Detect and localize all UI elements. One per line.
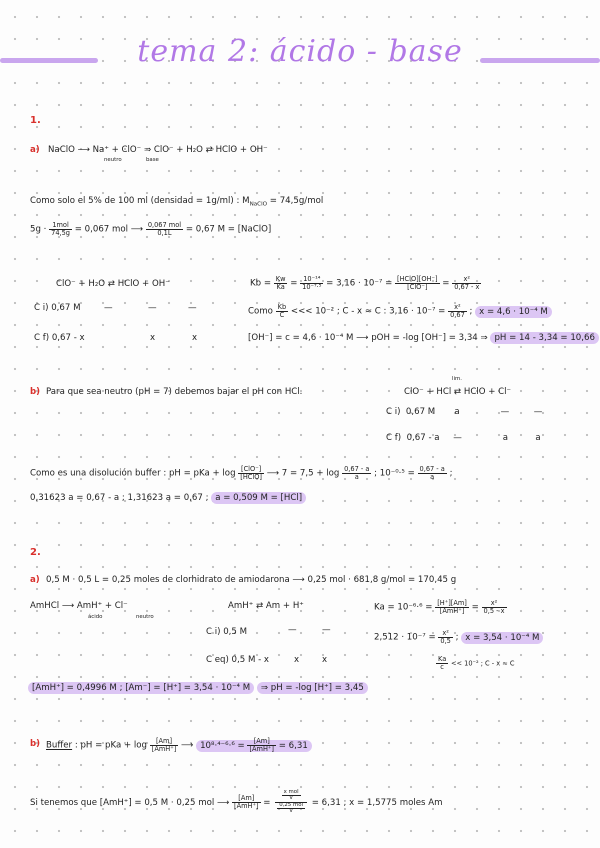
ex2-a-final-row: C eq) 0,5 M - x (206, 655, 270, 665)
ex2-a-final-x: x (294, 655, 300, 665)
ex1-b-solve-line: 0,31623 a = 0,67 - a ; 1,31623 a = 0,67 ; a = 0,509 M = [HCl] (30, 494, 306, 503)
ex2-a-equilibrium-reaction: AmH⁺ ⇄ Am + H⁺ (228, 601, 304, 611)
ex1-a-x-result: x = 4,6 · 10⁻⁴ M (475, 306, 552, 318)
ex2-a-ka-solve: 2,512 · 10⁻⁷ = $\frac{\text{x²}}{0,5}$ ; x = 3,54 · 10⁻⁴ M (374, 630, 543, 644)
ex1-a-ph-result: pH = 14 - 3,34 = 10,66 (490, 332, 598, 344)
ex1-b-final-row: C f) 0,67 - a — a a (386, 433, 541, 443)
ex1-b-statement: Para que sea neutro (pH = 7) debemos bajar el pH con HCl. (46, 387, 303, 397)
ex1-a-base-label: base (146, 157, 159, 163)
ex1-a-final-x: x (192, 333, 198, 343)
ex1-a-poh-line: [OH⁻] = c = 4,6 · 10⁻⁴ M ⟶ pOH = -log [OH⁻] = 3,34 ⇒ pH = 14 - 3,34 = 10,66 (248, 334, 599, 343)
ex1-a-initial-dash: — (148, 303, 157, 313)
ex2-a-initial-dash: — (322, 625, 331, 635)
ex1-a-density-line: Como solo el 5% de 100 ml (densidad = 1g/ml) : $M_{NaClO} = 74,5g/mol$ (30, 196, 324, 208)
ex1-a-initial-dash: — (104, 303, 113, 313)
ex1-a-label: a) (30, 145, 40, 155)
ex2-a-concentrations (28, 684, 368, 693)
ex2-b-label: b) (30, 739, 41, 749)
ex1-a-approximation: Como $\frac{Kb}{C}$ <<< 10⁻² ; C - x ≈ C : 3,16 · 10⁻⁷ = $\frac{\text{x²}}{0,67}$ ; x = 4,6 · 10⁻⁴ M (248, 304, 552, 318)
ex2-a-initial-dash: — (288, 625, 297, 635)
ex1-a-equilibrium-reaction: ClO⁻ + H₂O ⇄ HClO + OH⁻ (56, 279, 170, 289)
ex1-a-final-x: x (150, 333, 156, 343)
ex1-b-label: b) (30, 387, 41, 397)
ex1-a-kb-expression: Kb = $\frac{Kw}{Ka}$ = $\frac{\text{10⁻¹⁴}}{\text{10⁻⁷·⁵}}$ = 3,16 · 10⁻⁷ = $\frac{\text{[HClO][OH⁻]}}{\text{[ClO⁻]}}$ = $\frac{\text{x²}}{0,67 - x}$ (250, 275, 480, 291)
ex1-b-limiting-label: lim. (452, 376, 462, 382)
exercise-1-number: 1. (30, 115, 41, 126)
ex1-b-initial-row: C i) 0,67 M a — — (386, 407, 543, 417)
ex1-a-final-row: C f) 0,67 - x (34, 333, 85, 343)
ex2-a-ka-expression: Ka = 10⁻⁶·⁶ = $\frac{[H^+][Am]}{\text{[AmH⁺]}}$ = $\frac{\text{x²}}{0,5 - x}$ (374, 599, 505, 615)
ex2-a-concentration-result: [AmH⁺] = 0,4996 M ; [Am⁻] = [H⁺] = 3,54 · 10⁻⁴ M (28, 682, 254, 694)
ex1-a-reaction: NaClO ⟶ Na⁺ + ClO⁻ ⇒ ClO⁻ + H₂O ⇄ HClO + OH⁻ (48, 145, 268, 155)
ex1-b-a-result: a = 0,509 M = [HCl] (211, 492, 306, 504)
ex2-a-acido-label: ácido (88, 614, 103, 620)
ex2-b-buffer-equation: Buffer : pH = pKa + log $\frac{[Am]}{\text{[AmH⁺]}}$ ⟶ 10⁸·⁴⁻⁶·⁶ = $\frac{[Am]}{\text{[AmH⁺]}}$ = 6,31 (46, 738, 312, 752)
ex1-a-initial-dash: — (188, 303, 197, 313)
exercise-2-number: 2. (30, 547, 41, 558)
ex2-a-label: a) (30, 575, 40, 585)
ex2-a-dissociation: AmHCl ⟶ AmH⁺ + Cl⁻ (30, 601, 128, 611)
ex2-a-approximation: $\frac{Ka}{c}$ << 10⁻² ; C - x ≈ C (438, 655, 515, 671)
ex1-a-initial-row: C i) 0,67 M (34, 303, 81, 313)
ex2-a-ph-result: ⇒ pH = -log [H⁺] = 3,45 (257, 682, 368, 694)
page-title: tema 2: ácido - base (137, 34, 463, 69)
ex2-b-ratio-result: 10⁸·⁴⁻⁶·⁶ = $\frac{[Am]}{\text{[AmH⁺]}}$ = 6,31 (196, 740, 312, 752)
ex2-a-neutro-label: neutro (136, 614, 154, 620)
ex1-b-reaction: ClO⁻ + HCl ⇄ HClO + Cl⁻ (404, 387, 512, 397)
ex2-a-moles-line: 0,5 M · 0,5 L = 0,25 moles de clorhidrato de amiodarona ⟶ 0,25 mol · 681,8 g/mol = 170,45 g (46, 575, 457, 585)
ex1-a-neutro-label: neutro (104, 157, 122, 163)
ex1-a-molarity-calc: 5g · $\frac{\text{1mol}}{74,5g}$ = 0,067 mol ⟶ $\frac{\text{0,067 mol}}{0,1L}$ = 0,67 M = [NaClO] (30, 221, 272, 237)
ex2-b-moles-calc: Si tenemos que [AmH⁺] = 0,5 M · 0,25 mol ⟶ $\frac{[Am]}{\text{[AmH⁺]}}$ = $\frac{\frac{\text{x mol}}{V}}{\frac{\text{0,25 mol}}{V}}$ = 6,31 ; x = 1,5775 moles Am (30, 789, 443, 815)
ex1-b-buffer-equation: Como es una disolución buffer : pH = pKa + log $\frac{\text{[ClO⁻]}}{\text{[HClO]}}$ ⟶ 7 = 7,5 + log $\frac{0,67 - a}{a}$ ; 10⁻⁰·⁵ = $\frac{0,67 - a}{a}$ ; (30, 465, 453, 481)
ex2-a-final-x: x (322, 655, 328, 665)
ex2-a-x-result: x = 3,54 · 10⁻⁴ M (461, 632, 543, 644)
ex2-a-initial-row: C i) 0,5 M (206, 627, 248, 637)
